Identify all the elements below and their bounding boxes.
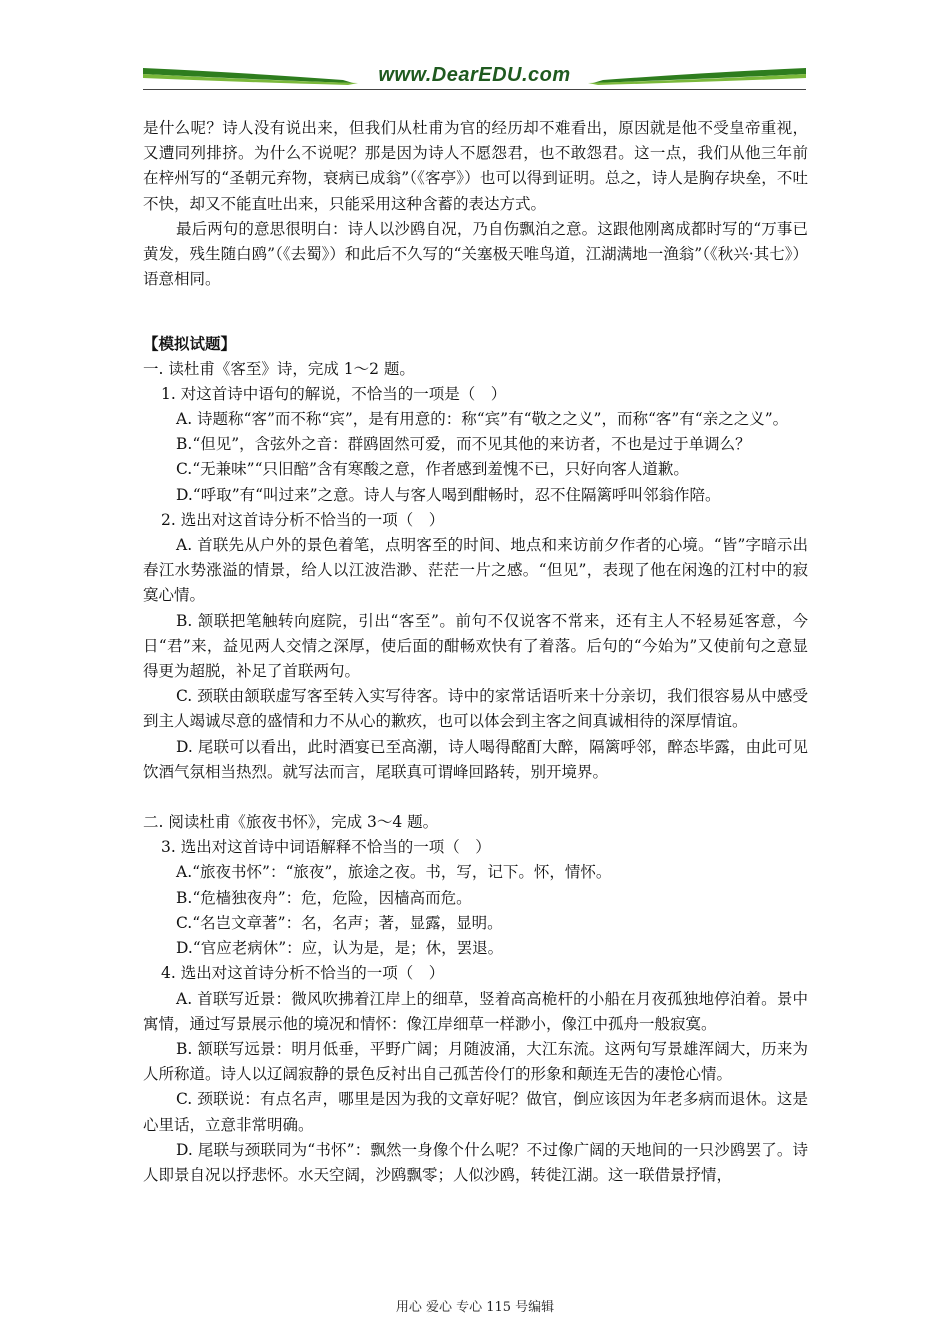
option: C. 颈联说：有点名声，哪里是因为我的文章好呢？做官，倒应该因为年老多病而退休。这是心里话，立意非常明确。 <box>143 1090 808 1134</box>
section-title: 【模拟试题】 <box>143 334 237 354</box>
option: C. 颈联由颔联虚写客至转入实写待客。诗中的家常话语听来十分亲切，我们很容易从中感受到主人竭诚尽意的盛情和力不从心的歉疚，也可以体会到主客之间真诚相待的深厚情谊。 <box>143 687 808 731</box>
document-body <box>143 116 808 1188</box>
part-heading: 二. 阅读杜甫《旅夜书怀》，完成 3～4 题。 <box>143 813 439 832</box>
option: A. 首联写近景：微风吹拂着江岸上的细草，竖着高高桅杆的小船在月夜孤独地停泊着。景中寓情，通过写景展示他的境况和情怀：像江岸细草一样渺小，像江中孤舟一般寂寞。 <box>143 989 808 1033</box>
option: B. 颔联把笔触转向庭院，引出“客至”。前句不仅说客不常来，还有主人不轻易延客意，今日“君”来，益见两人交情之深厚，使后面的酣畅欢快有了着落。后句的“今始为”又使前句之意显得更为超脱，补足了首联两句。 <box>143 611 808 681</box>
question-stem: 2. 选出对这首诗分析不恰当的一项（ ） <box>161 510 445 529</box>
option: C.“无兼味”“只旧醅”含有寒酸之意，作者感到羞愧不已，只好向客人道歉。 <box>176 460 689 479</box>
paragraph: 是什么呢？诗人没有说出来，但我们从杜甫为官的经历却不难看出，原因就是他不受皇帝重视，又遭同列排挤。为什么不说呢？那是因为诗人不愿怨君，也不敢怨君。这一点，我们从他三年前在梓州写的“圣朝元弃物，衰病已成翁”（《客亭》）也可以得到证明。总之，诗人是胸存块垒，不吐不快，却又不能直吐出来，只能采用这种含蓄的表达方式。 <box>143 119 808 213</box>
option: C.“名岂文章著”：名，名声；著，显露，显明。 <box>176 913 503 932</box>
spacer <box>143 785 808 810</box>
option: D.“官应老病休”：应，认为是，是；休，罢退。 <box>176 939 504 958</box>
page-footer: 用心 爱心 专心 115 号编辑 <box>395 1300 555 1315</box>
option: B.“但见”，含弦外之音：群鸥固然可爱，而不见其他的来访者，不也是过于单调么？ <box>176 435 751 454</box>
spacer <box>143 292 808 317</box>
header-rule <box>143 89 806 90</box>
option: A. 诗题称“客”而不称“宾”，是有用意的：称“宾”有“敬之之义”，而称“客”有“亲之之义”。 <box>176 410 789 429</box>
option: D. 尾联可以看出，此时酒宴已至高潮，诗人喝得酩酊大醉，隔篱呼邻，醉态毕露，由此可见饮酒气氛相当热烈。就写法而言，尾联真可谓峰回路转，别开境界。 <box>143 737 808 781</box>
question-stem: 4. 选出对这首诗分析不恰当的一项（ ） <box>161 964 445 983</box>
option: B. 颔联写远景：明月低垂，平野广阔；月随波涌，大江东流。这两句写景雄浑阔大，历来为人所称道。诗人以辽阔寂静的景色反衬出自己孤苦伶仃的形象和颠连无告的凄怆心情。 <box>143 1039 808 1084</box>
option: A.“旅夜书怀”：“旅夜”，旅途之夜。书，写，记下。怀，情怀。 <box>176 863 612 882</box>
option: B.“危樯独夜舟”：危，危险，因樯高而危。 <box>176 888 472 907</box>
spacer <box>143 317 808 331</box>
question-stem: 3. 选出对这首诗中词语解释不恰当的一项（ ） <box>161 838 491 857</box>
part-heading: 一. 读杜甫《客至》诗，完成 1～2 题。 <box>143 359 415 378</box>
option: D.“呼取”有“叫过来”之意。诗人与客人喝到酣畅时，忍不住隔篱呼叫邻翁作陪。 <box>176 485 721 504</box>
option: A. 首联先从户外的景色着笔，点明客至的时间、地点和来访前夕作者的心境。“皆”字暗示出春江水势涨溢的情景，给人以江波浩渺、茫茫一片之感。“但见”，表现了他在闲逸的江村中的寂寞心情。 <box>143 536 808 605</box>
paragraph: 最后两句的意思很明白：诗人以沙鸥自况，乃自伤飘泊之意。这跟他刚离成都时写的“万事已黄发，残生随白鸥”（《去蜀》）和此后不久写的“关塞极天唯鸟道，江湖满地一渔翁”（《秋兴·其七》）语意相同。 <box>143 219 808 289</box>
option: D. 尾联与颈联同为“书怀”：飘然一身像个什么呢？不过像广阔的天地间的一只沙鸥罢了。诗人即景自况以抒悲怀。水天空阔，沙鸥飘零；人似沙鸥，转徙江湖。这一联借景抒情， <box>143 1140 808 1184</box>
question-stem: 1. 对这首诗中语句的解说，不恰当的一项是（ ） <box>161 384 507 403</box>
site-logo-text[interactable]: www.DearEDU.com <box>378 64 571 86</box>
